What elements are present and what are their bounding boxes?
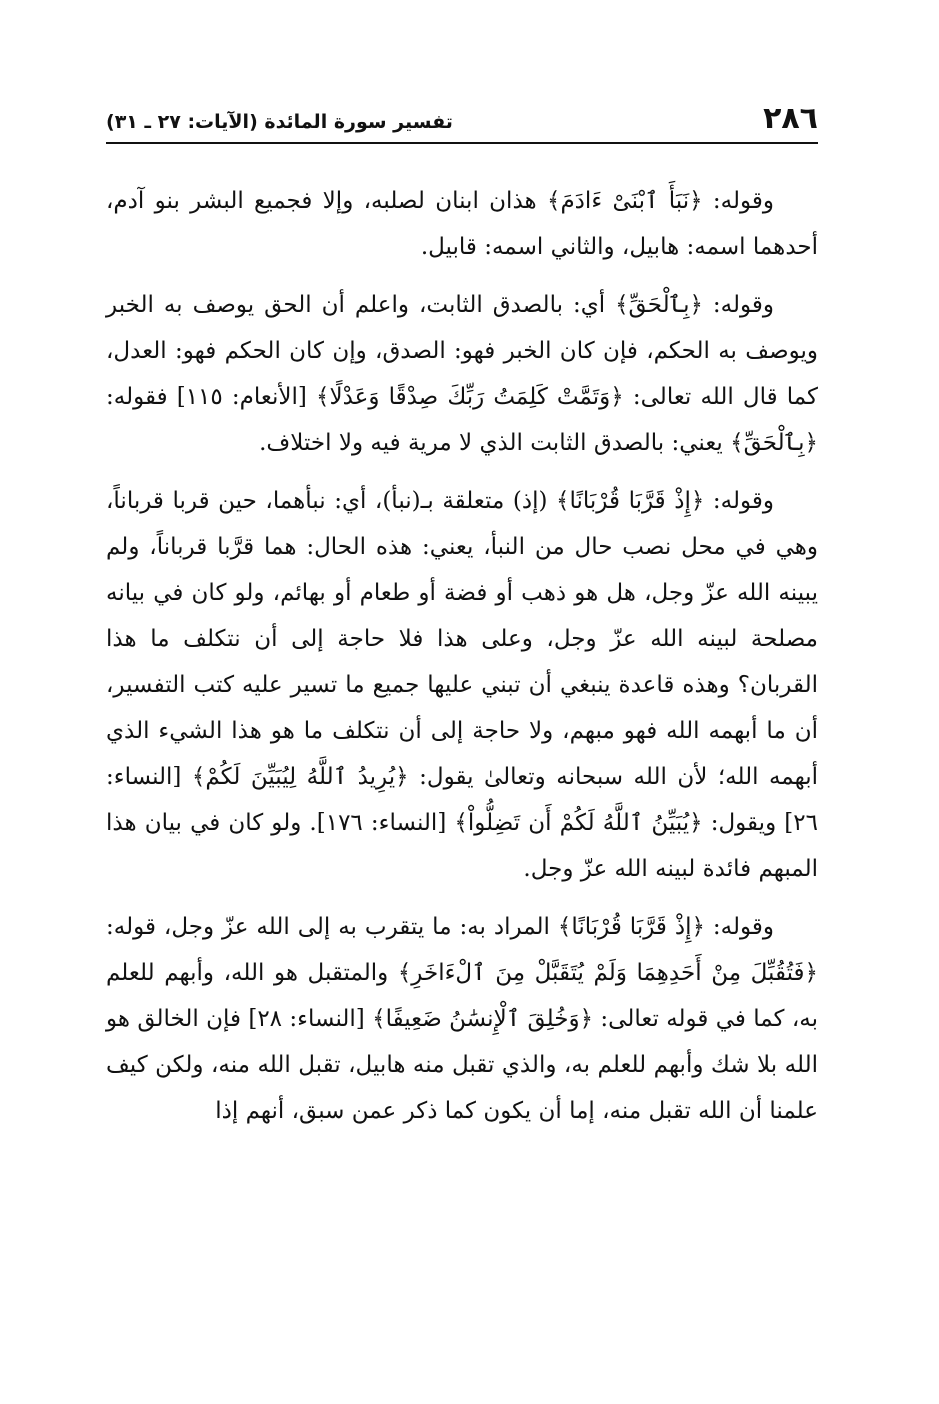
header-rule: [106, 142, 818, 144]
paragraph: وقوله: ﴿بِٱلْحَقِّ﴾ أي: بالصدق الثابت، واعلم أن الحق يوصف به الخبر ويوصف به الحكم، فإن كان الخبر فهو: الصدق، وإن كان الحكم فهو: العدل، كما قال الله تعالى: ﴿وَتَمَّتْ كَلِمَتُ رَبِّكَ صِدْقًا وَعَدْلًا﴾ [الأنعام: ١١٥] فقوله: ﴿بِٱلْحَقِّ﴾ يعني: بالصدق الثابت الذي لا مرية فيه ولا اختلاف.: [106, 292, 818, 456]
paragraph: وقوله: ﴿إِذْ قَرَّبَا قُرْبَانًا﴾ (إذ) متعلقة بـ(نبأ)، أي: نبأهما، حين قربا قرباناً، وهي في محل نصب حال من النبأ، يعني: هذه الحال: هما قرَّبا قرباناً، ولم يبينه الله عزّ وجل، هل هو ذهب أو فضة أو طعام أو بهائم، ولو كان في بيانه مصلحة لبينه الله عزّ وجل، وعلى هذا فلا حاجة إلى أن نتكلف ما هذا القربان؟ وهذه قاعدة ينبغي أن تبني عليها جميع ما تسير عليه كتب التفسير، أن ما أبهمه الله فهو مبهم، ولا حاجة إلى أن نتكلف ما هو هذا الشيء الذي أبهمه الله؛ لأن الله سبحانه وتعالىٰ يقول: ﴿يُرِيدُ ٱللَّهُ لِيُبَيِّنَ لَكُمْ﴾ [النساء: ٢٦] ويقول: ﴿يُبَيِّنُ ٱللَّهُ لَكُمْ أَن تَضِلُّواْ﴾ [النساء: ١٧٦]. ولو كان في بيان هذا المبهم فائدة لبينه الله عزّ وجل.: [106, 488, 818, 882]
page-header: [106, 96, 818, 136]
page-number: ٢٨٦: [763, 101, 818, 136]
paragraph: وقوله: ﴿نَبَأَ ٱبْنَىْ ءَادَمَ﴾ هذان ابنان لصلبه، وإلا فجميع البشر بنو آدم، أحدهما اسمه: هابيل، والثاني اسمه: قابيل.: [106, 188, 818, 260]
body-text: [106, 178, 818, 1134]
paragraph: وقوله: ﴿إِذْ قَرَّبَا قُرْبَانًا﴾ المراد به: ما يتقرب به إلى الله عزّ وجل، قوله: ﴿فَتُقُبِّلَ مِنْ أَحَدِهِمَا وَلَمْ يُتَقَبَّلْ مِنَ ٱلْءَاخَرِ﴾ والمتقبل هو الله، وأبهم للعلم به، كما في قوله تعالى: ﴿وَخُلِقَ ٱلْإِنسَٰنُ ضَعِيفًا﴾ [النساء: ٢٨] فإن الخالق هو الله بلا شك وأبهم للعلم به، والذي تقبل منه هابيل، تقبل الله منه، ولكن كيف علمنا أن الله تقبل منه، إما أن يكون كما ذكر عمن سبق، أنهم إذا: [106, 914, 818, 1124]
running-head: تفسير سورة المائدة (الآيات: ٢٧ ـ ٣١): [106, 111, 453, 133]
